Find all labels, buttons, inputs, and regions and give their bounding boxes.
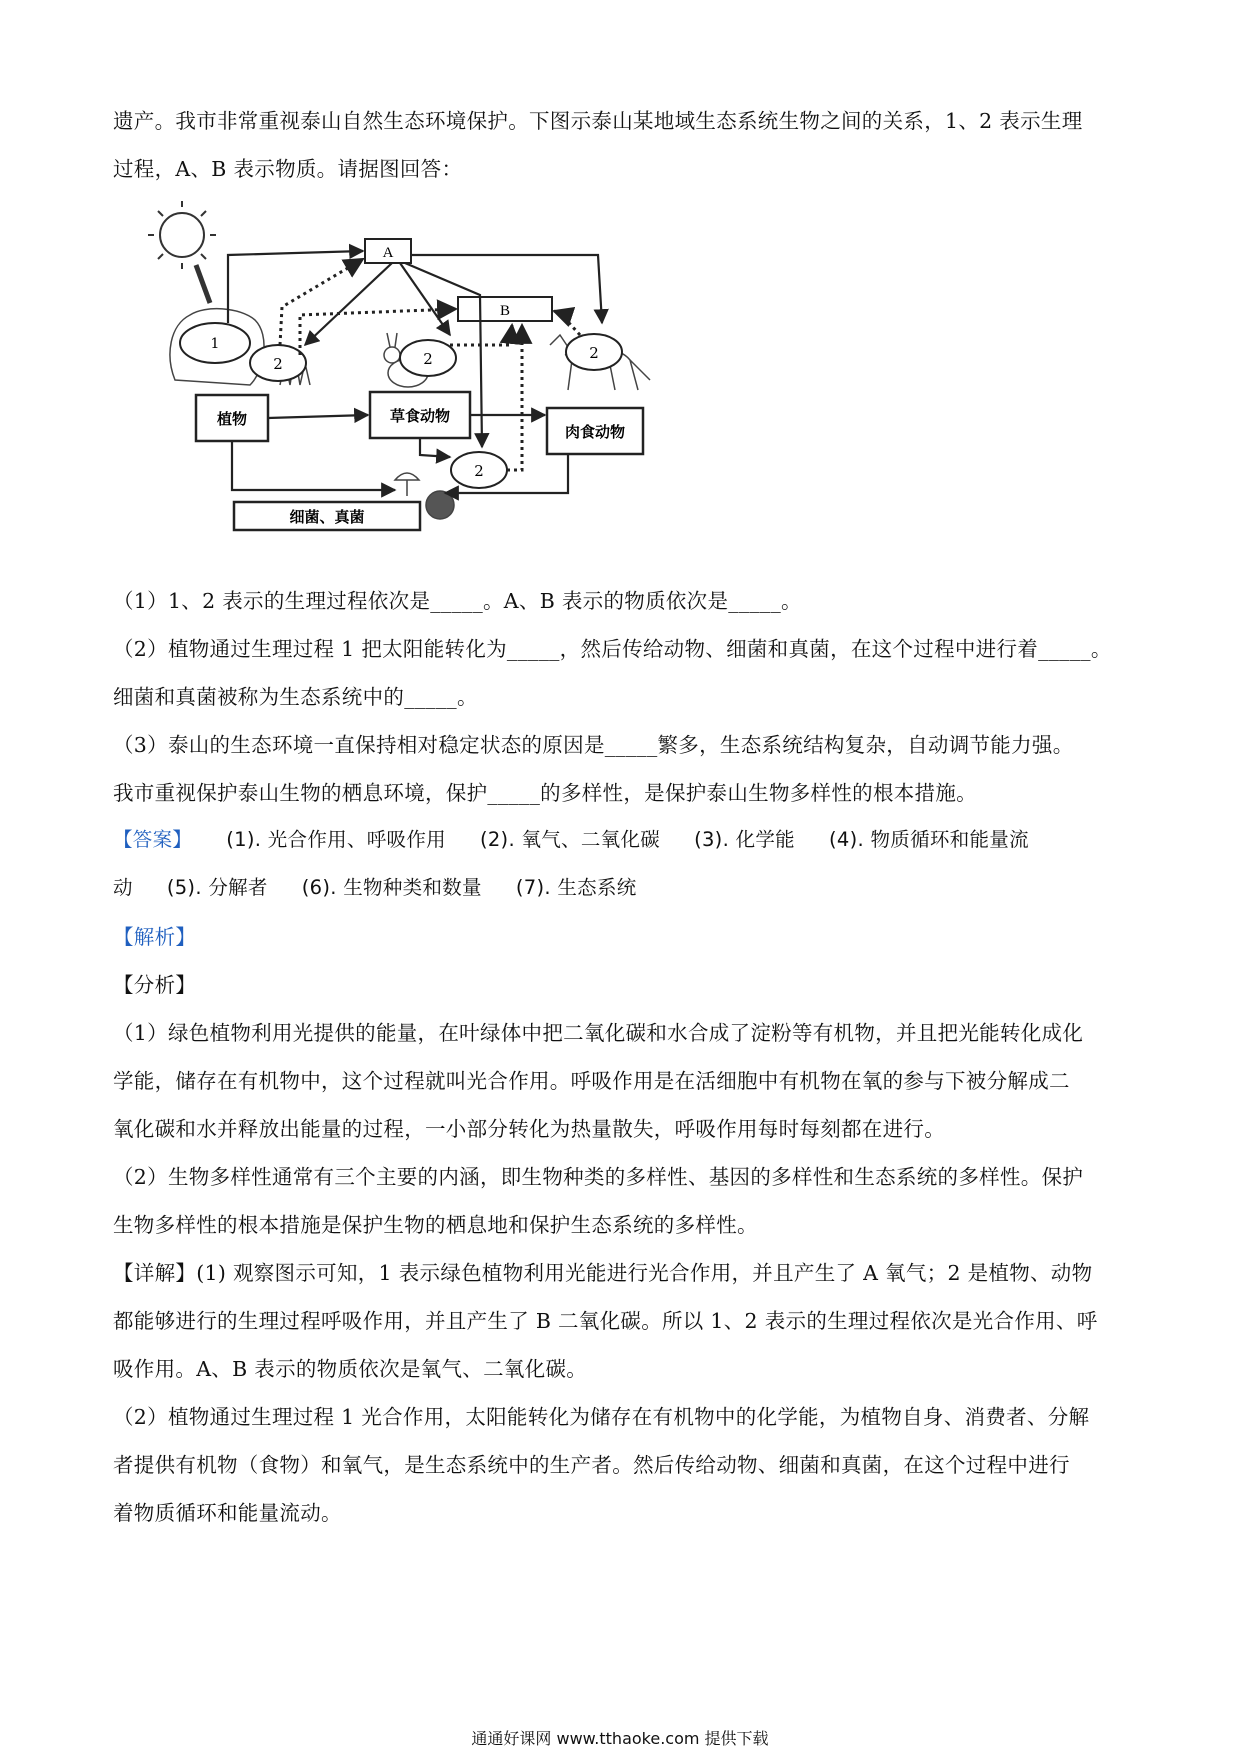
substance-b-label: B xyxy=(499,303,511,319)
sunlight-arrow xyxy=(196,265,210,303)
herbivore-process-2-label: 2 xyxy=(423,350,433,368)
answer-line-2 xyxy=(113,872,671,900)
analysis-p1b: 学能，储存在有机物中，这个过程就叫光合作用。呼吸作用是在活细胞中有机物在氧的参与下被分解成二 xyxy=(113,1069,1070,1093)
answer-tag: 【答案】 xyxy=(113,828,193,851)
decomposers-label: 细菌、真菌 xyxy=(289,508,365,526)
plant-process-2-label: 2 xyxy=(273,355,283,373)
sun-icon xyxy=(148,201,216,269)
footer-credit: 通通好课网 www.tthaoke.com 提供下载 xyxy=(471,1729,769,1748)
detail-1c: 吸作用。A、B 表示的物质依次是氧气、二氧化碳。 xyxy=(113,1357,588,1381)
question-2b: 细菌和真菌被称为生态系统中的_____。 xyxy=(113,685,478,709)
intro-line-2: 过程，A、B 表示物质。请据图回答： xyxy=(113,157,463,181)
answer-5: (5). 分解者 xyxy=(166,876,268,899)
answer-1: (1). 光合作用、呼吸作用 xyxy=(226,828,446,851)
detail-2c: 着物质循环和能量流动。 xyxy=(113,1501,342,1525)
answer-7: (7). 生态系统 xyxy=(515,876,637,899)
intro-line-1: 遗产。我市非常重视泰山自然生态环境保护。下图示泰山某地域生态系统生物之间的关系，1、2 表示生理 xyxy=(113,109,1083,133)
carnivores-label: 肉食动物 xyxy=(564,423,626,441)
answer-4-cont: 动 xyxy=(113,876,133,899)
question-3b: 我市重视保护泰山生物的栖息环境，保护_____的多样性，是保护泰山生物多样性的根本措施。 xyxy=(113,781,977,805)
answer-3: (3). 化学能 xyxy=(694,828,795,851)
analysis-tag: 【解析】 xyxy=(113,925,197,949)
carnivore-process-2-label: 2 xyxy=(589,344,599,362)
herbivores-label: 草食动物 xyxy=(389,407,451,425)
question-1: （1）1、2 表示的生理过程依次是_____。A、B 表示的物质依次是_____。 xyxy=(113,589,802,613)
analysis-p1a: （1）绿色植物利用光提供的能量，在叶绿体中把二氧化碳和水合成了淀粉等有机物，并且把光能转化成化 xyxy=(113,1021,1084,1045)
detail-1b: 都能够进行的生理过程呼吸作用，并且产生了 B 二氧化碳。所以 1、2 表示的生理过程依次是光合作用、呼 xyxy=(113,1309,1098,1333)
answer-line-1 xyxy=(113,824,1029,852)
answer-2: (2). 氧气、二氧化碳 xyxy=(479,828,661,851)
analysis-p2a: （2）生物多样性通常有三个主要的内涵，即生物种类的多样性、基因的多样性和生态系统的多样性。保护 xyxy=(113,1165,1084,1189)
detail-1a: 【详解】(1) 观察图示可知，1 表示绿色植物利用光能进行光合作用，并且产生了 A 氧气；2 是植物、动物 xyxy=(113,1261,1093,1285)
decomposer-process-2-label: 2 xyxy=(474,462,484,480)
plants-label: 植物 xyxy=(216,410,248,428)
question-2a: （2）植物通过生理过程 1 把太阳能转化为_____，然后传给动物、细菌和真菌，在这个过程中进行着_____。 xyxy=(113,637,1112,661)
analysis-p1c: 氧化碳和水并释放出能量的过程，一小部分转化为热量散失，呼吸作用每时每刻都在进行。 xyxy=(113,1117,945,1141)
ecosystem-diagram xyxy=(110,195,730,605)
analysis-p2b: 生物多样性的根本措施是保护生物的栖息地和保护生态系统的多样性。 xyxy=(113,1213,758,1237)
detail-2b: 者提供有机物（食物）和氧气，是生态系统中的生产者。然后传给动物、细菌和真菌，在这个过程中进行 xyxy=(113,1453,1070,1477)
process-1-label: 1 xyxy=(210,336,220,352)
answer-6: (6). 生物种类和数量 xyxy=(301,876,482,899)
analysis-subtag: 【分析】 xyxy=(113,973,197,997)
detail-2a: （2）植物通过生理过程 1 光合作用，太阳能转化为储存在有机物中的化学能，为植物自身、消费者、分解 xyxy=(113,1405,1090,1429)
substance-a-label: A xyxy=(382,245,394,261)
question-3a: （3）泰山的生态环境一直保持相对稳定状态的原因是_____繁多，生态系统结构复杂，自动调节能力强。 xyxy=(113,733,1074,757)
answer-4: (4). 物质循环和能量流 xyxy=(828,828,1029,851)
